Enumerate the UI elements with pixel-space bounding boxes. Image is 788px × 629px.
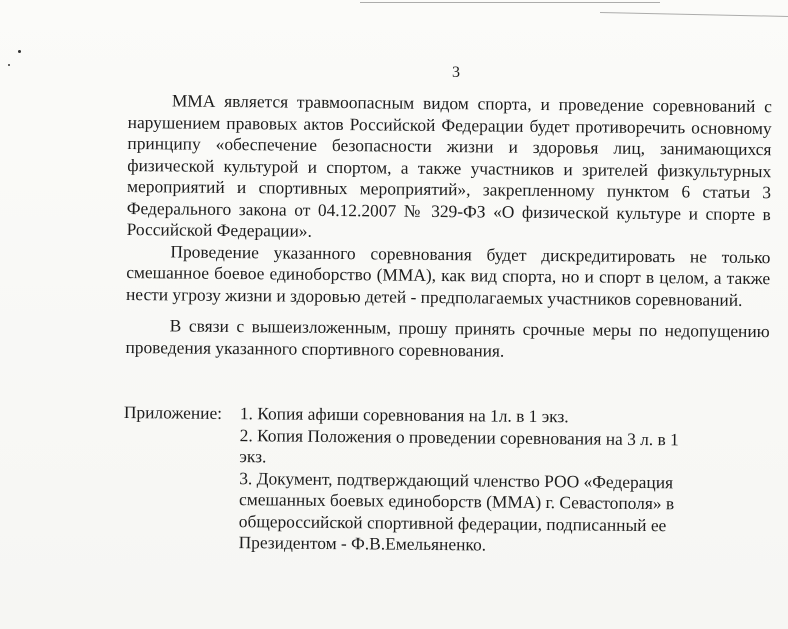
attachments-label: Приложение: [123, 402, 223, 423]
attachment-item: 2. Копия Положения о проведении соревнования на 3 л. в 1 экз. [239, 424, 679, 467]
scan-edge-line [360, 2, 660, 3]
paragraph-mma-danger: ММА является травмоопасным видом спорта, и проведение соревнований с нарушением правовых актов Российской Федерации будет противоречить основному принципу «обеспечение безопасности жизни и здоровья лиц, занимающихся физической культурой и спортом, а также участников и зрителей физкультурных мероприятий и спортивных мероприятий», закрепленному пунктом 6 статьи 3 Федерального закона от 04.12.2007 № 329-ФЗ «О физической культуре и спорте в Российской Федерации». [126, 90, 772, 241]
attachments-section [123, 402, 724, 555]
attachment-item: 3. Документ, подтверждающий членство РОО «Федерация смешанных боевых единоборств (ММА) г. Севастополя» в общероссийской спортивной федерации, подписанный ее Президентом - Ф.В.Емельяненко. [238, 467, 675, 555]
scan-edge-line [600, 12, 788, 17]
page-number: 3 [452, 64, 460, 81]
paragraph-discredit: Проведение указанного соревнования будет дискредитировать не только смешанное боевое единоборство (ММА), как вид спорта, но и спорт в целом, а также нести угрозу жизни и здоровью детей - предполагаемых участников соревнований. [125, 240, 771, 310]
attachments-list [239, 403, 710, 558]
letter-body [125, 90, 772, 364]
scan-speck [18, 50, 21, 53]
attachment-item: 1. Копия афиши соревнования на 1л. в 1 экз. [239, 403, 569, 427]
paragraph-request: В связи с вышеизложенным, прошу принять срочные меры по недопущению проведения указанного спортивного соревнования. [125, 315, 770, 361]
scan-speck [8, 64, 10, 66]
